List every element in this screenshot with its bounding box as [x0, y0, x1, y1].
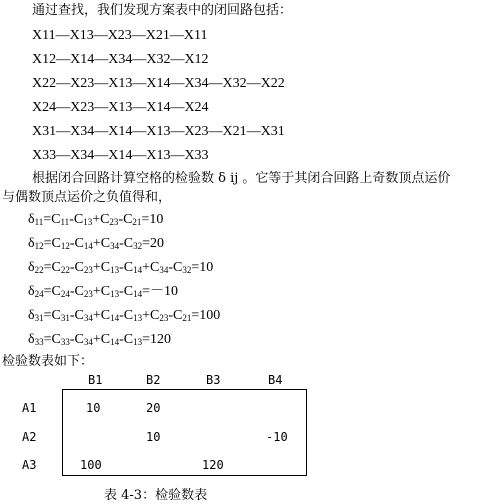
delta-33: $\delta_{33}=C_{33}-C_{34}+C_{14}-C_{13}=120$: [28, 332, 171, 347]
loop-2: X12—X14—X34—X32—X12: [32, 52, 209, 67]
cell-a3-b1: 100: [80, 458, 102, 472]
table-left-border: [62, 389, 63, 476]
explanation-line-2: 与偶数顶点运价之负值得和，: [2, 190, 172, 205]
intro-text: 通过查找，我们发现方案表中的闭回路包括：: [32, 3, 293, 18]
delta-11: $\delta_{11}=C_{11}-C_{13}+C_{23}-C_{21}=10$: [28, 212, 164, 227]
table-bottom-border: [62, 475, 307, 476]
cell-a3-b3: 120: [202, 458, 224, 472]
explanation-line-1: 根据闭合回路计算空格的检验数 δ ij 。它等于其闭合回路上奇数顶点运价: [32, 171, 451, 186]
cell-a2-b2: 10: [146, 430, 161, 444]
cell-a1-b1: 10: [86, 401, 101, 415]
column-header-b3: B3: [206, 373, 221, 387]
table-intro: 检验数表如下：: [2, 354, 94, 369]
row-label-a1: A1: [22, 401, 37, 415]
column-header-b1: B1: [88, 373, 103, 387]
cell-a1-b2: 20: [146, 401, 161, 415]
table-top-border: [62, 389, 307, 390]
delta-12: $\delta_{12}=C_{12}-C_{14}+C_{34}-C_{32}=20$: [28, 236, 164, 251]
loop-1: X11—X13—X23—X21—X11: [32, 28, 208, 43]
delta-31: $\delta_{31}=C_{31}-C_{34}+C_{14}-C_{13}+C_{23}-C_{21}=100$: [28, 308, 221, 323]
cell-a2-b4: -10: [266, 430, 288, 444]
table-right-border: [306, 389, 307, 476]
loop-6: X33—X34—X14—X13—X33: [32, 148, 209, 163]
row-label-a2: A2: [22, 430, 37, 444]
delta-24: $\delta_{24}=C_{24}-C_{23}+C_{13}-C_{14}=-10$: [28, 284, 178, 299]
column-header-b2: B2: [146, 373, 161, 387]
delta-22: $\delta_{22}=C_{22}-C_{23}+C_{13}-C_{14}+C_{34}-C_{32}=10$: [28, 260, 214, 275]
table-caption: 表 4-3：检验数表: [104, 488, 208, 503]
loop-4: X24—X23—X13—X14—X24: [32, 100, 209, 115]
loop-5: X31—X34—X14—X13—X23—X21—X31: [32, 124, 285, 139]
column-header-b4: B4: [268, 373, 283, 387]
loop-3: X22—X23—X13—X14—X34—X32—X22: [32, 76, 285, 91]
row-label-a3: A3: [22, 458, 37, 472]
